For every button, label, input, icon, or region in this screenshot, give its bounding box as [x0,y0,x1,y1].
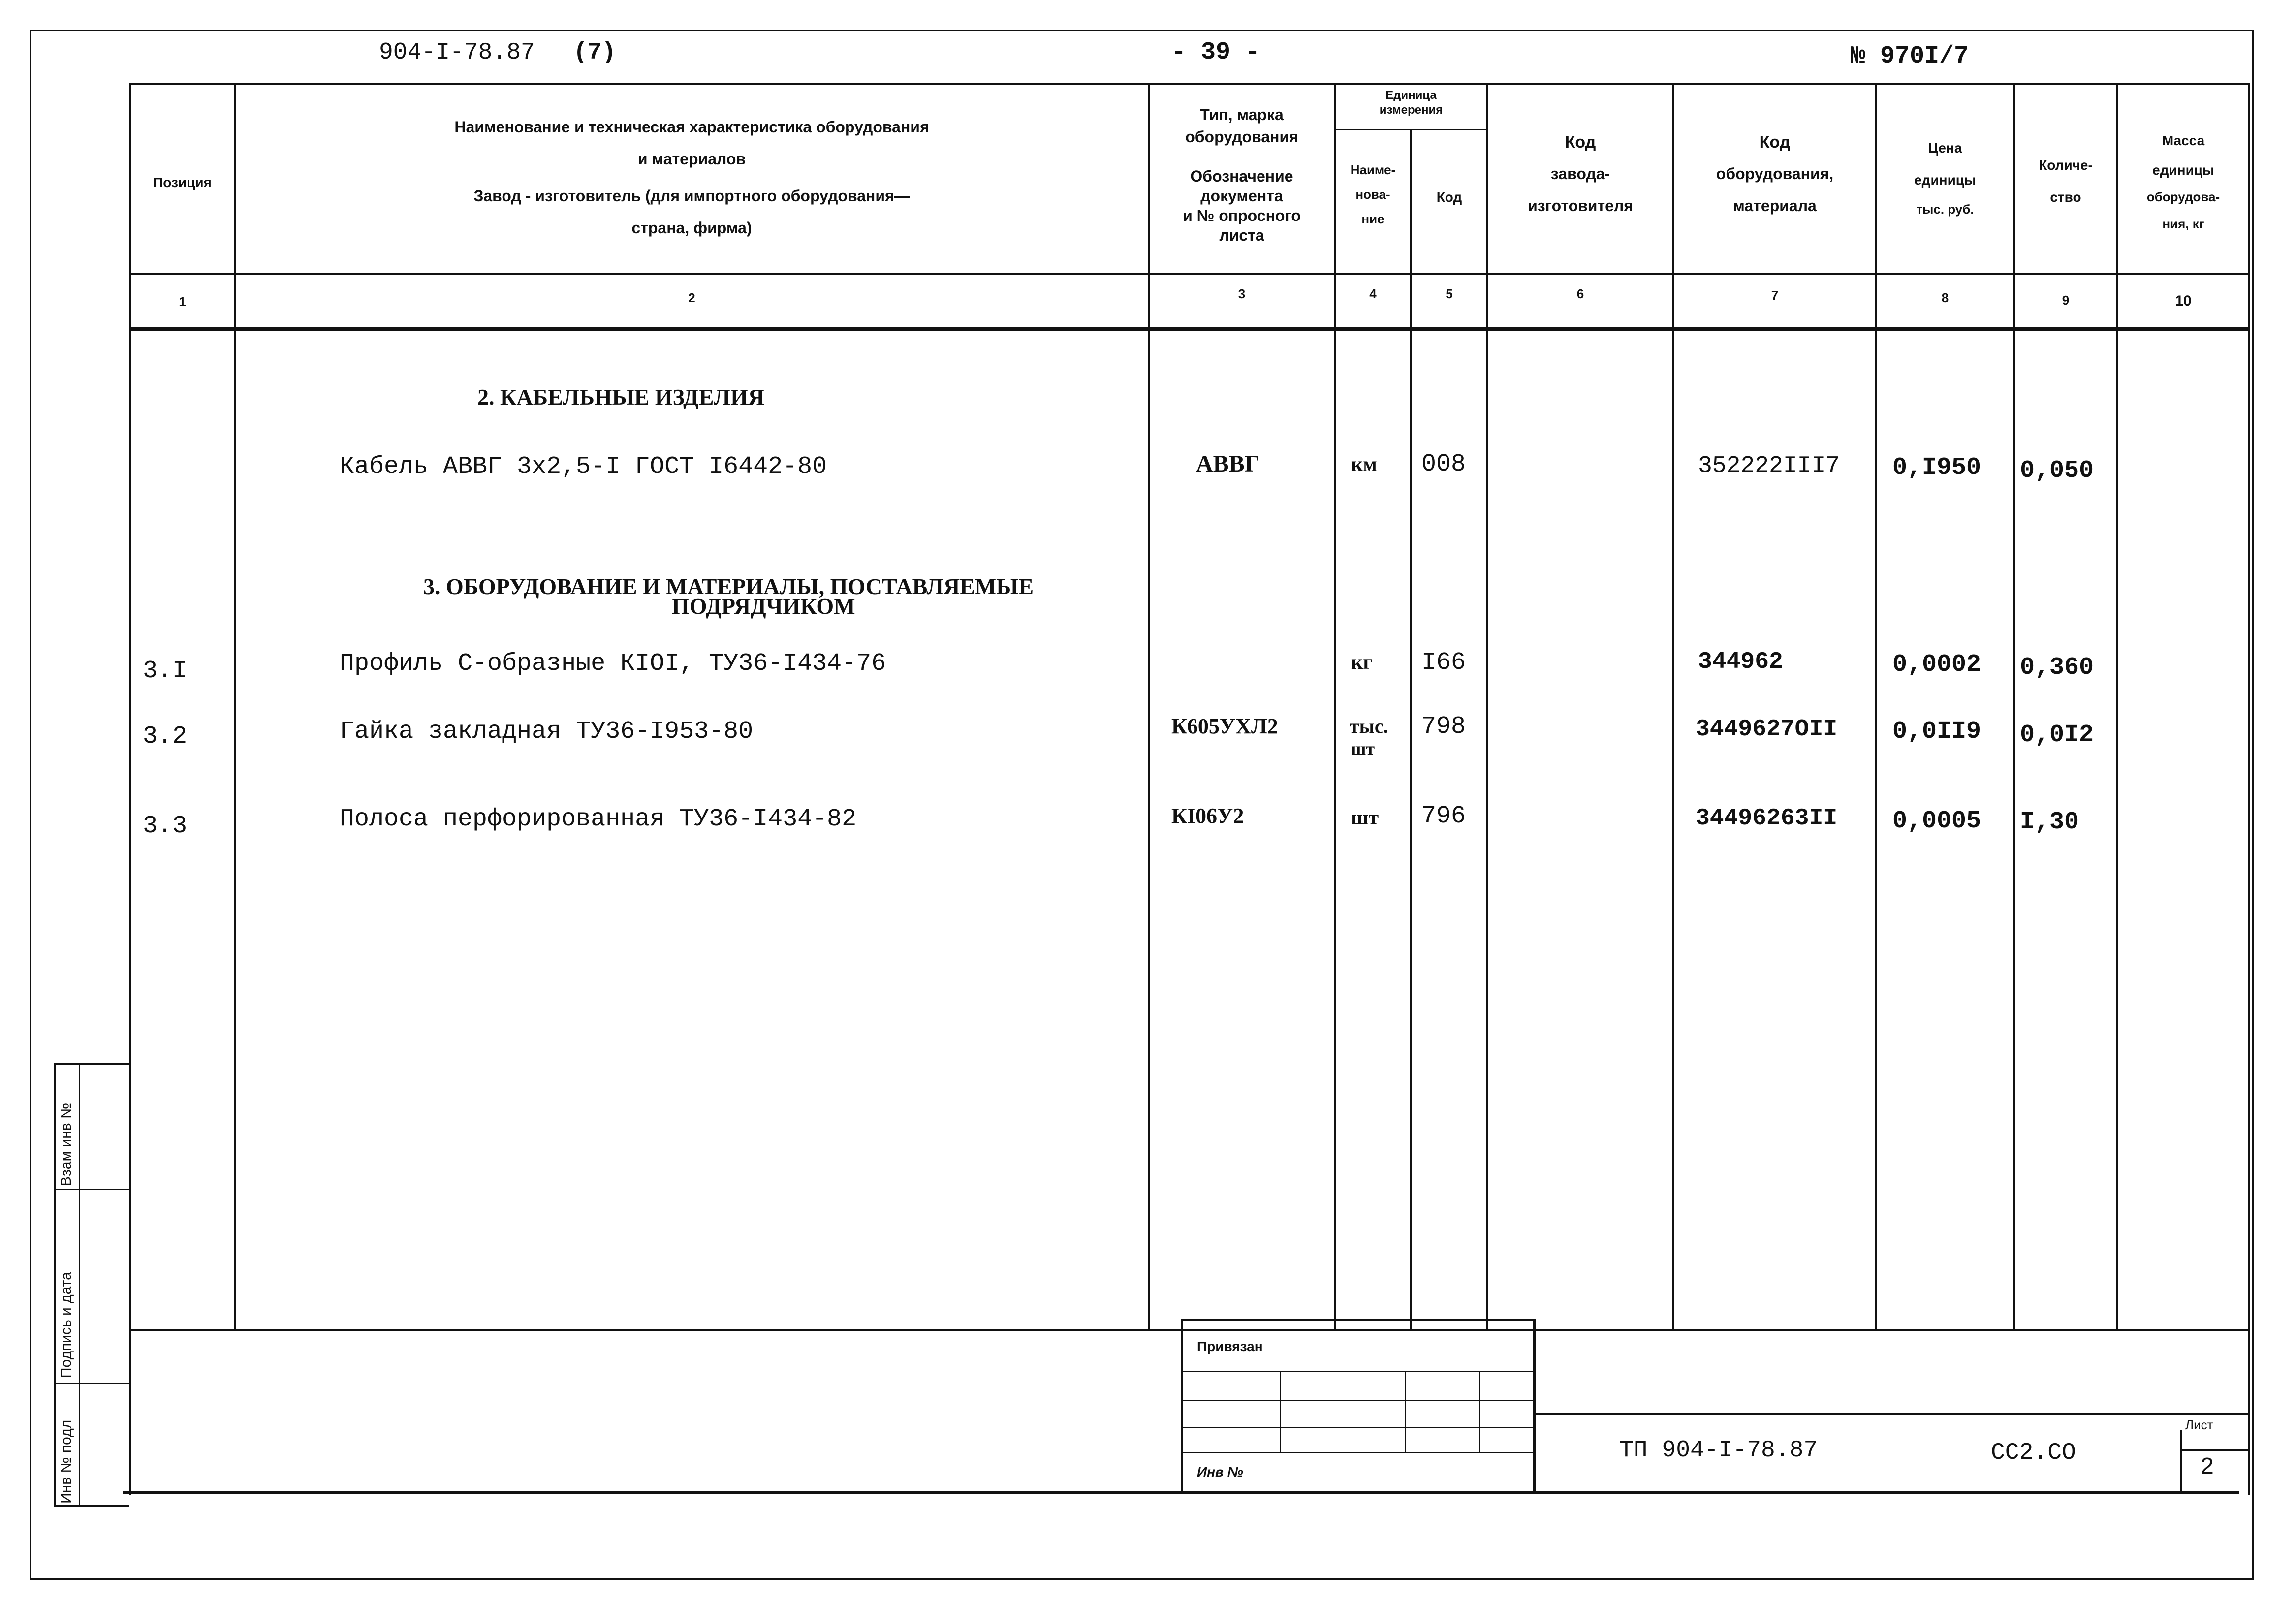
stamp-grid-line-2 [1183,1400,1533,1401]
header-mass-line2: единицы [2152,162,2214,178]
header-mass-line1: Масса [2162,133,2205,148]
row-material-code: 352222III7 [1698,453,1840,479]
header-unit-group-line1: Единица [1385,89,1437,102]
column-line-8 [2013,83,2015,1330]
row-name: Полоса перфорированная ТУ36-I434-82 [340,805,857,833]
row-qty: I,30 [2020,808,2079,836]
row-qty: 0,0I2 [2020,721,2094,749]
header-mass-line3: оборудова- [2146,189,2220,204]
stamp-grid-line-1 [1183,1371,1533,1372]
header-unit-name-line3: ние [1361,212,1384,226]
row-price: 0,0005 [1892,807,1981,835]
header-material-code-line1: Код [1759,133,1791,152]
side-stamp-top-line [54,1063,129,1065]
header-price-line1: Цена [1928,140,1962,156]
column-number: 10 [2175,293,2192,309]
row-name: Профиль С-образные КIОI, ТУ36-I434-76 [340,650,886,678]
side-stamp-divider-2 [54,1383,129,1384]
column-line-9 [2116,83,2118,1330]
section-title-cable: 2. КАБЕЛЬНЫЕ ИЗДЕЛИЯ [477,384,765,409]
header-type-line5: и № опросного [1183,207,1301,224]
column-numbers-bottom-border [129,327,2250,331]
unit-group-divider [1334,129,1486,130]
section-title-contractor-line2: ПОДРЯДЧИКОМ [672,594,855,619]
row-unit: тыс. [1350,715,1388,737]
row-price: 0,I950 [1892,454,1981,482]
row-name: Гайка закладная ТУ36-I953-80 [340,718,754,746]
row-material-code: 344962 [1698,649,1783,675]
header-type-line6: листа [1219,226,1264,244]
column-number: 9 [2062,293,2070,308]
row-unit-code: 008 [1421,450,1466,478]
stamp-sheet-box-left [2180,1430,2182,1493]
side-stamp-inv-original: Инв № подл [58,1419,74,1504]
header-name-line2: и материалов [637,150,746,168]
stamp-mark: СС2.СО [1991,1440,2076,1466]
column-number: 5 [1446,286,1453,301]
header-price-line3: тыс. руб. [1916,202,1974,217]
row-unit-code: I66 [1421,649,1466,677]
row-position: 3.2 [143,723,188,751]
stamp-sheet-box-divider [2180,1449,2249,1451]
header-name-line1: Наименование и техническая характеристика оборудования [454,118,929,136]
stamp-attached-label: Привязан [1197,1339,1263,1354]
row-material-code: 3449627OII [1696,716,1838,743]
doc-code: 904-I-78.87 [379,39,535,66]
stamp-attached-right [1533,1319,1536,1494]
header-position: Позиция [153,175,212,190]
column-line-5 [1486,83,1488,1330]
row-unit-line2: шт [1351,739,1375,758]
header-material-code-line3: материала [1733,197,1817,215]
header-qty-line2: ство [2050,189,2081,205]
column-number: 8 [1941,290,1949,305]
header-type-line1: Тип, марка [1200,106,1284,124]
header-unit-code: Код [1436,189,1462,205]
sheet-border-right [2252,30,2254,1580]
side-stamp-signature-date: Подпись и дата [58,1272,74,1378]
sheet-border-left [30,30,31,1580]
header-unit-name-line2: нова- [1355,187,1390,202]
row-price: 0,0002 [1892,651,1981,679]
column-line-1 [234,83,236,1330]
column-line-3 [1334,83,1336,1330]
stamp-attached-left [1181,1319,1183,1494]
row-position: 3.3 [143,812,188,840]
stamp-sheet-label: Лист [2185,1417,2213,1432]
header-price-line2: единицы [1914,172,1976,188]
side-stamp-mid-line [79,1063,80,1506]
header-name-line3: Завод - изготовитель (для импортного оборудования— [473,187,910,205]
archive-number: № 970I/7 [1851,42,1969,70]
column-line-2 [1148,83,1150,1330]
stamp-grid-line-4 [1183,1452,1533,1453]
body-bottom-border [129,1329,2250,1331]
header-factory-code-line3: изготовителя [1528,197,1633,215]
column-number: 3 [1238,286,1246,301]
stamp-attached-top [1181,1319,1536,1321]
row-price: 0,0II9 [1892,718,1981,746]
row-unit-code: 796 [1421,802,1466,830]
stamp-sheet-number: 2 [2200,1454,2214,1481]
header-bottom-border [129,273,2250,275]
sheet-border-top [30,30,2254,31]
side-stamp-left-line [54,1063,56,1506]
column-number: 2 [688,290,695,305]
header-type-line3: Обозначение [1190,167,1293,185]
stamp-grid-col-1 [1280,1371,1281,1452]
side-stamp-inv-replaced: Взам инв № [58,1102,74,1186]
row-type: КI06У2 [1171,804,1244,828]
row-qty: 0,050 [2020,457,2094,485]
stamp-grid-line-3 [1183,1427,1533,1428]
column-line-6 [1672,83,1674,1330]
header-unit-name-line1: Наиме- [1350,162,1396,177]
column-number: 6 [1576,286,1584,301]
stamp-inv-number-label: Инв № [1197,1464,1243,1479]
header-name-line4: страна, фирма) [631,219,752,237]
header-unit-group-line2: измерения [1379,103,1443,117]
stamp-grid-col-2 [1405,1371,1406,1452]
header-factory-code-line1: Код [1565,133,1596,152]
row-unit-code: 798 [1421,713,1466,741]
column-number: 1 [179,294,186,309]
side-stamp-divider-1 [54,1189,129,1190]
section-title-contractor-line1: 3. ОБОРУДОВАНИЕ И МАТЕРИАЛЫ, ПОСТАВЛЯЕМЫЕ [423,574,1034,599]
row-unit: кг [1351,651,1373,674]
column-number: 7 [1771,288,1779,303]
doc-code-suffix: (7) [573,39,616,66]
row-name: Кабель АВВГ 3х2,5-I ГОСТ I6442-80 [340,453,827,481]
column-number: 4 [1369,286,1377,301]
row-type: АВВГ [1196,451,1260,477]
stamp-doc-title: ТП 904-I-78.87 [1619,1437,1818,1464]
column-line-7 [1875,83,1877,1330]
header-material-code-line2: оборудования, [1716,165,1834,183]
row-position: 3.I [143,657,188,685]
row-qty: 0,360 [2020,654,2094,682]
row-type: К605УХЛ2 [1171,714,1278,738]
header-mass-line4: ния, кг [2162,217,2204,231]
header-type-line2: оборудования [1185,128,1298,146]
stamp-title-block-top [1536,1413,2249,1415]
sheet-border-bottom [30,1578,2254,1580]
column-line-4 [1410,130,1412,1330]
side-stamp-bottom-line [54,1505,129,1507]
stamp-grid-col-3 [1479,1371,1480,1452]
header-qty-line1: Количе- [2039,157,2093,173]
header-factory-code-line2: завода- [1550,165,1610,183]
table-top-border [129,83,2250,85]
row-material-code: 34496263II [1696,805,1838,832]
column-line-10 [2248,83,2250,1495]
row-unit: шт [1351,807,1379,829]
header-type-line4: документа [1200,187,1283,205]
page-number: - 39 - [1171,38,1260,66]
row-unit: км [1351,453,1377,476]
